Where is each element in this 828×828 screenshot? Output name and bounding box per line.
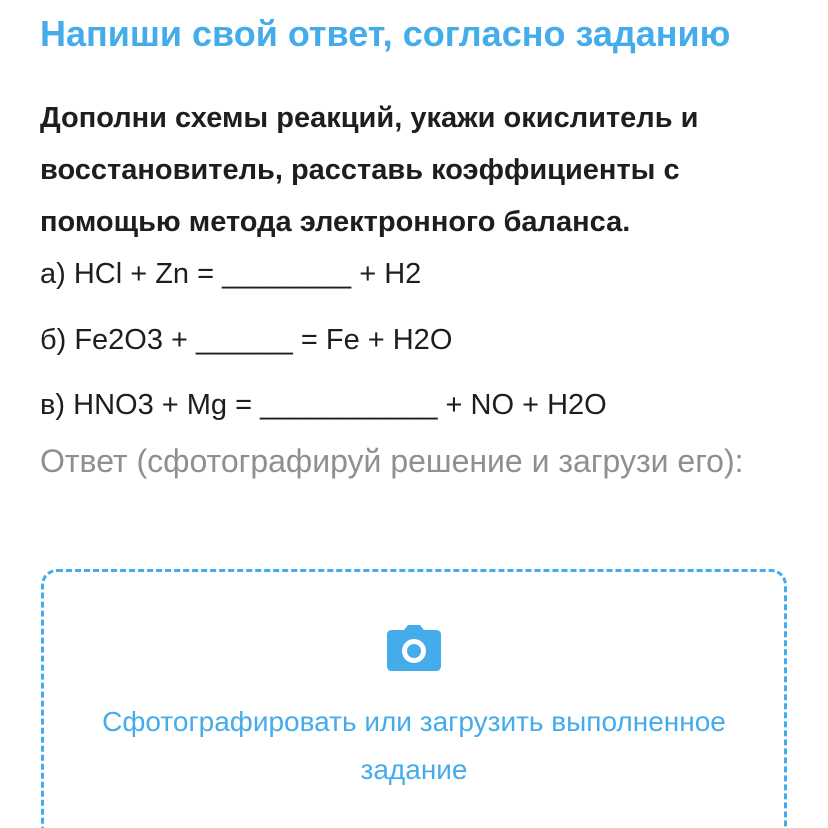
answer-label: Ответ (сфотографируй решение и загрузи его): xyxy=(40,443,744,479)
task-description: Дополни схемы реакций, укажи окислитель и восстановитель, расставь коэффициенты с помощью метода электронного баланса. xyxy=(40,102,699,238)
equation-b: б) Fe2O3 + ______ = Fe + H2O xyxy=(40,324,453,356)
equation-a: а) HCl + Zn = ________ + H2 xyxy=(40,258,422,290)
page-title: Напиши свой ответ, согласно заданию xyxy=(40,13,731,54)
equation-c: в) HNO3 + Mg = ___________ + NO + H2O xyxy=(40,389,607,421)
camera-icon[interactable] xyxy=(386,624,442,672)
upload-button-label[interactable]: Сфотографировать или загрузить выполненное задание xyxy=(102,706,726,785)
